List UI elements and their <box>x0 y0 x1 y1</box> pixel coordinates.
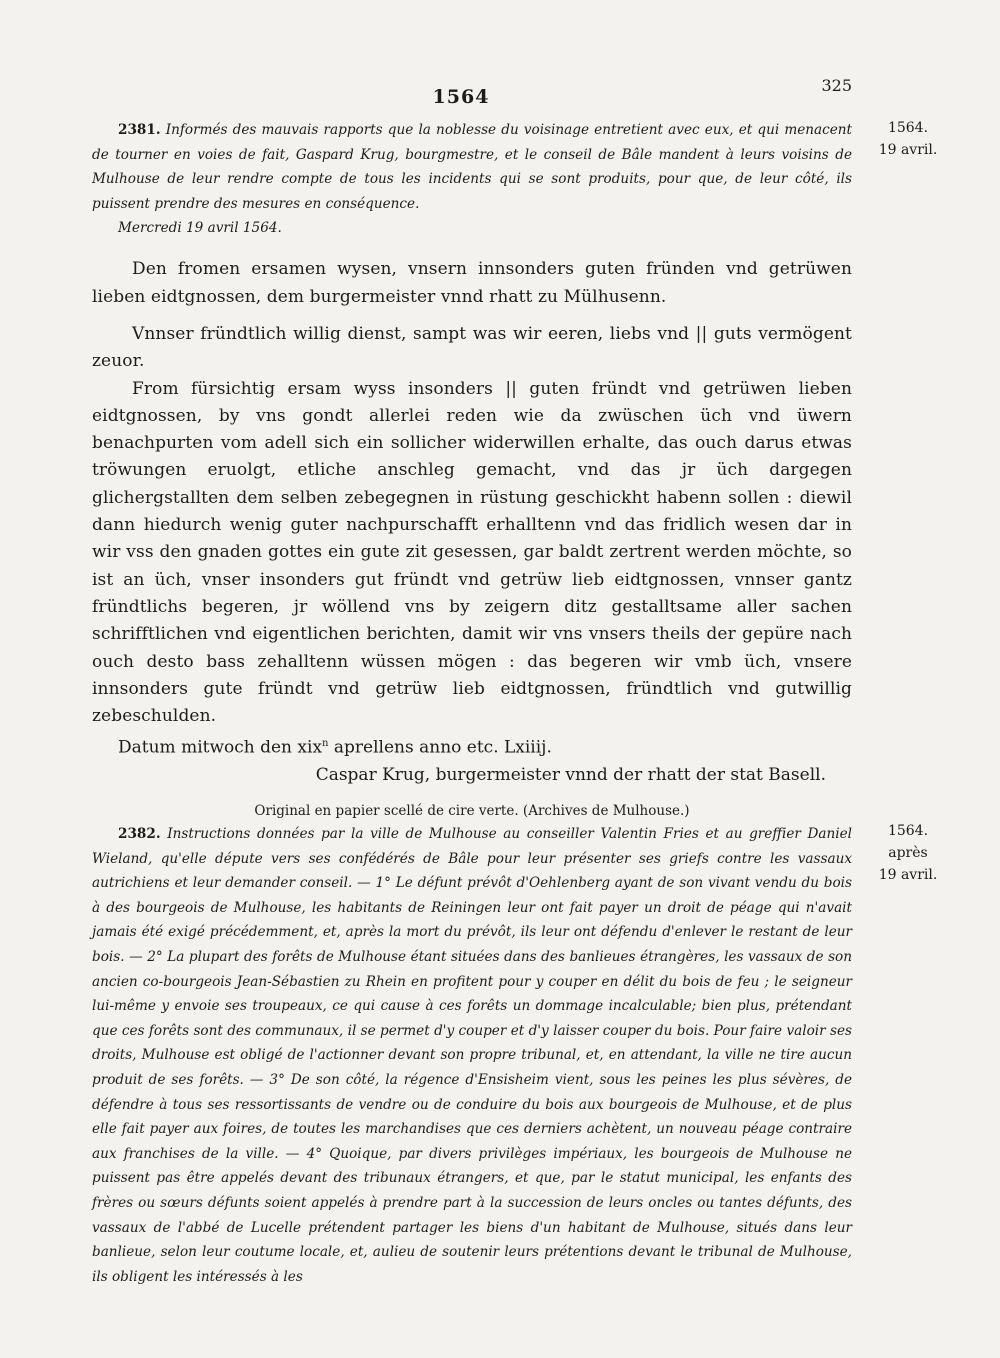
page-number: 325 <box>821 76 852 95</box>
margin-date-2381 <box>868 117 948 161</box>
entry-summary-text: Informés des mauvais rapports que la noblesse du voisinage entretient avec eux, et qui menacent de tourner en voies de fait, Gaspard Krug, bourgmestre, et le conseil de Bâle mandent à leurs voisins de Mulhouse de leur rendre compte de tous les incidents qui se sont produits, pour que, de leur côté, ils puissent prendre des mesures en conséquence. <box>92 122 852 212</box>
entry-number: 2382. <box>118 826 161 842</box>
running-header-year: 1564 <box>432 86 490 108</box>
datum-superscript: n <box>322 738 329 750</box>
entry-number: 2381. <box>118 122 161 138</box>
source-note: Original en papier scellé de cire verte. (Archives de Mulhouse.) <box>254 803 690 820</box>
datum-suffix: aprellens anno etc. Lxiiij. <box>328 738 552 759</box>
letter-datum <box>92 730 852 762</box>
datum-prefix: Datum mitwoch den xix <box>118 738 323 759</box>
letter-address: Den fromen ersamen wysen, vnsern innsonders guten fründen vnd getrüwen lieben eidtgnossen, dem burgermeister vnnd rhatt zu Mülhusenn. <box>92 259 852 307</box>
margin-date-2382 <box>868 820 948 886</box>
entry-summary <box>92 822 852 1289</box>
margin-date-line: après <box>888 845 928 861</box>
entry-2382 <box>92 822 852 1289</box>
entry-summary <box>92 118 852 216</box>
entry-date-line: Mercredi 19 avril 1564. <box>118 220 282 237</box>
entry-2381 <box>92 118 852 821</box>
letter-signature: Caspar Krug, burgermeister vnnd der rhatt der stat Basell. <box>315 765 826 786</box>
letter-greeting: Vnnser fründtlich willig dienst, sampt was wir eeren, liebs vnd || guts vermögent zeuor. <box>92 323 852 372</box>
margin-date-line: 19 avril. <box>878 142 938 158</box>
margin-date-line: 1564. <box>887 120 929 136</box>
letter-body: From fürsichtig ersam wyss insonders || guten fründt vnd getrüwen lieben eidtgnossen, by vns gondt allerlei reden wie da zwüschen üch vnd üwern benachpurten vom adell sich ein sollicher widerwillen erhalte, das ouch darus etwas tröwungen eruolgt, etliche anschleg gemacht, vnd das jr üch dargegen glichergstallten dem selben zebegegnen in rüstung geschickht habenn sollen : diewil dann hiedurch wenig guter nachpurschafft erhalltenn vnd das fridlich wesen dar in wir vss den gnaden gottes ein gute zit gesessen, gar baldt zertrent werden möchte, so ist an üch, vnser insonders gut fründt vnd getrüw lieb eidtgnossen, vnnser gantz fründtlichs begeren, jr wöllend vns by zeigern ditz gestalltsame aller sachen schrifftlichen vnd eigentlichen berichten, damit wir vns vnsers theils der gepüre nach ouch desto bass zehalltenn wüssen mögen : das begeren wir vmb üch, vnsere innsonders gute fründt vnd getrüw lieb eidtgnossen, fründtlich vnd gutwillig zebeschulden. <box>92 378 852 727</box>
margin-date-line: 19 avril. <box>878 867 938 883</box>
margin-date-line: 1564. <box>887 823 929 839</box>
entry-summary-text: Instructions données par la ville de Mulhouse au conseiller Valentin Fries et au greffier Daniel Wieland, qu'elle députe vers ses confédérés de Bâle pour leur présenter ses griefs contre les vassaux autrichiens et leur demander conseil. — 1° Le défunt prévôt d'Oehlenberg ayant de son vivant vendu du bois à des bourgeois de Mulhouse, les habitants de Reiningen leur ont fait payer un droit de péage qui n'avait jamais été exigé précédemment, et, après la mort du prévôt, ils leur ont défendu d'enlever le restant de leur bois. — 2° La plupart des forêts de Mulhouse étant situées dans des banlieues étrangères, les vassaux de son ancien co-bourgeois Jean-Sébastien zu Rhein en profitent pour y couper en délit du bois de feu ; le seigneur lui-même y envoie ses troupeaux, ce qui cause à ces forêts un dommage incalculable; bien plus, prétendant que ces forêts sont des communaux, il se permet d'y couper et d'y laisser couper du bois. Pour faire valoir ses droits, Mulhouse est obligé de l'actionner devant son propre tribunal, et, en attendant, la ville ne tire aucun produit de ses forêts. — 3° De son côté, la régence d'Ensisheim vient, sous les peines les plus sévères, de défendre à tous ses ressortissants de vendre ou de conduire du bois aux bourgeois de Mulhouse, et de plus elle fait payer aux foires, de toutes les marchandises que ces derniers achètent, un nouveau péage contraire aux franchises de la ville. — 4° Quoique, par divers privilèges impériaux, les bourgeois de Mulhouse ne puissent pas être appelés devant des tribunaux étrangers, et que, par le statut municipal, les enfants des frères ou sœurs défunts soient appelés à prendre part à la succession de leurs oncles ou tantes défunts, des vassaux de l'abbé de Lucelle prétendent partager les biens d'un habitant de Mulhouse, situés dans leur banlieue, selon leur coutume locale, et, aulieu de soutenir leurs prétentions devant le tribunal de Mulhouse, ils obligent les intéressés à les <box>92 826 853 1285</box>
